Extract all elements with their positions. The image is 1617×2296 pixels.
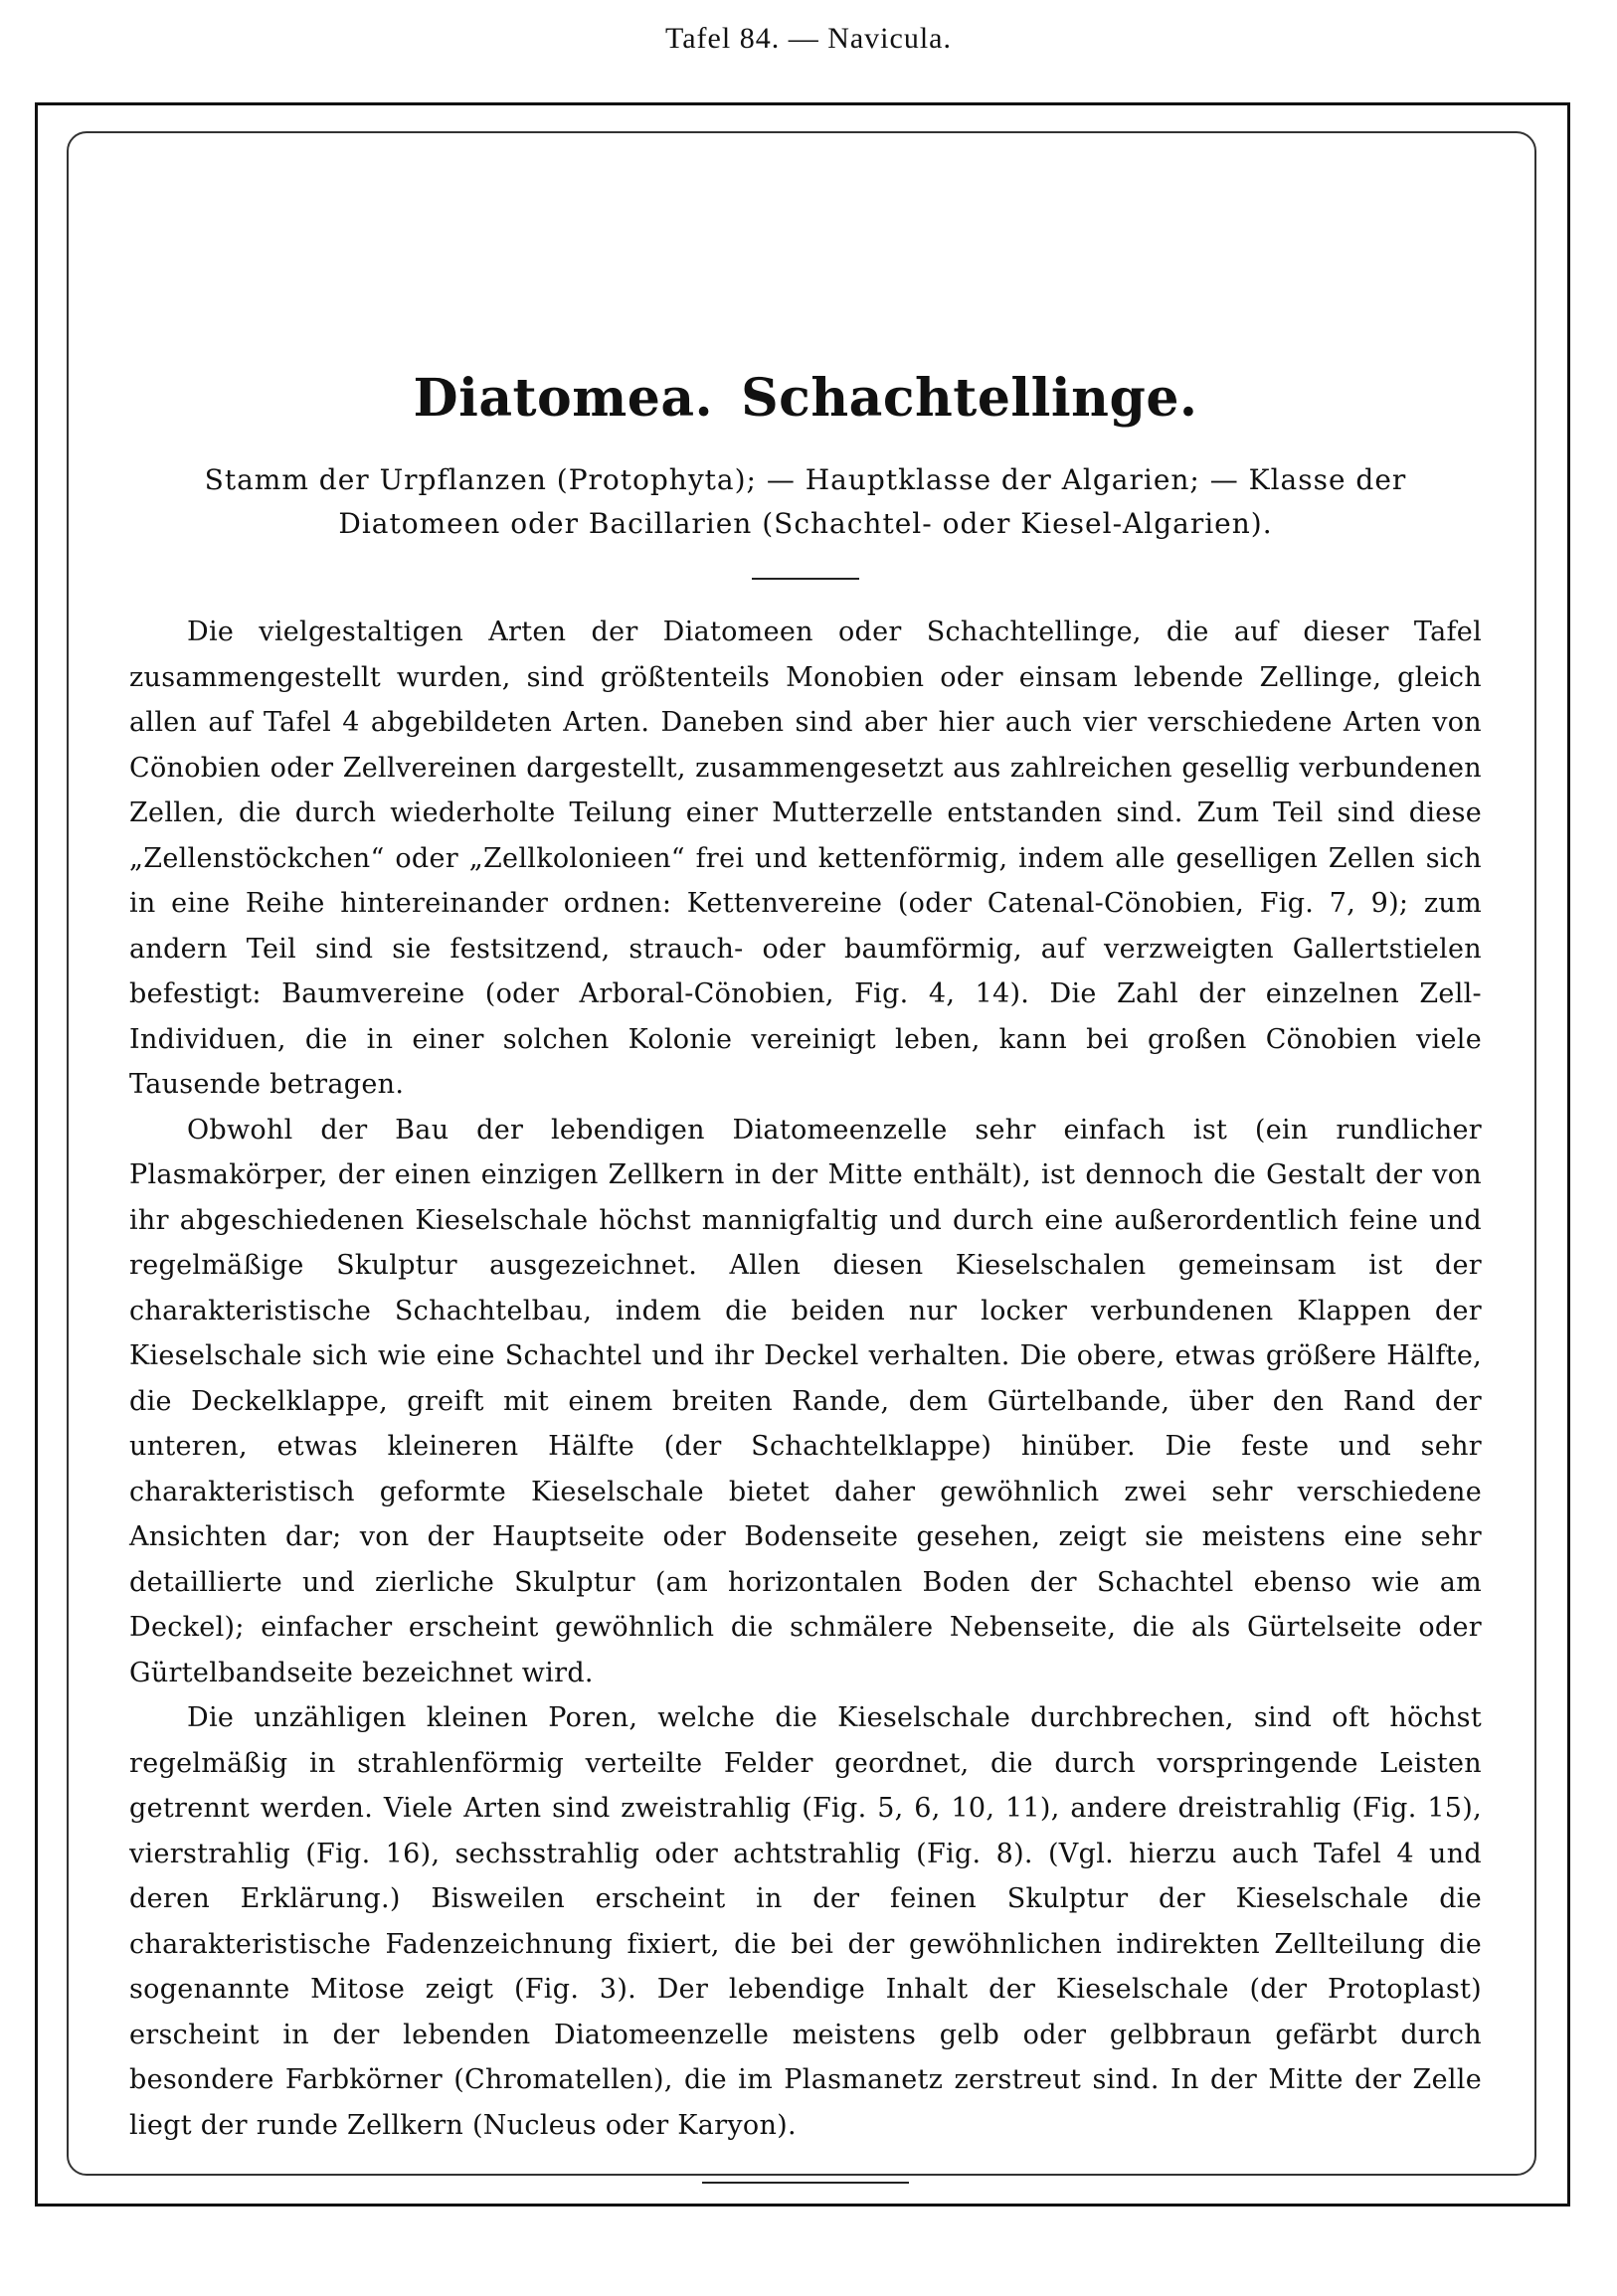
title-latin: Diatomea.: [413, 368, 714, 429]
title-divider: [752, 578, 859, 580]
taxonomy-subtitle: Stamm der Urpflanzen (Protophyta); — Hauptklasse der Algarien; — Klasse der Diatomeen oder Bacillarien (Schachtel- oder Kiesel-Algarien).: [204, 463, 1407, 540]
end-divider: [702, 2182, 909, 2184]
paragraph-1: Die vielgestaltigen Arten der Diatomeen oder Schachtellinge, die auf dieser Tafel zusammengestellt wurden, sind größtenteils Monobien oder einsam lebende Zellinge, gleich allen auf Tafel 4 abgebildeten Arten. Daneben sind aber hier auch vier verschiedene Arten von Cönobien oder Zellvereinen dargestellt, zusammengesetzt aus zahlreichen gesellig verbundenen Zellen, die durch wiederholte Teilung einer Mutterzelle entstanden sind. Zum Teil sind diese „Zellenstöckchen“ oder „Zellkolonieen“ frei und kettenförmig, indem alle geselligen Zellen sich in eine Reihe hintereinander ordnen: Kettenvereine (oder Catenal-Cönobien, Fig. 7, 9); zum andern Teil sind sie festsitzend, strauch- oder baumförmig, auf verzweigten Gallertstielen befestigt: Baumvereine (oder Arboral-Cönobien, Fig. 4, 14). Die Zahl der einzelnen Zell-Individuen, die in einer solchen Kolonie vereinigt leben, kann bei großen Cönobien viele Tausende betragen.: [129, 617, 1482, 1100]
paragraph-2: Obwohl der Bau der lebendigen Diatomeenzelle sehr einfach ist (ein rundlicher Plasmakörper, der einen einzigen Zellkern in der Mitte enthält), ist dennoch die Gestalt der von ihr abgeschiedenen Kieselschale höchst mannigfaltig und durch eine außerordentlich feine und regelmäßige Skulptur ausgezeichnet. Allen diesen Kieselschalen gemeinsam ist der charakteristische Schachtelbau, indem die beiden nur locker verbundenen Klappen der Kieselschale sich wie eine Schachtel und ihr Deckel verhalten. Die obere, etwas größere Hälfte, die Deckelklappe, greift mit einem breiten Rande, dem Gürtelbande, über den Rand der unteren, etwas kleineren Hälfte (der Schachtelklappe) hinüber. Die feste und sehr charakteristisch geformte Kieselschale bietet daher gewöhnlich zwei sehr verschiedene Ansichten dar; von der Hauptseite oder Bodenseite gesehen, zeigt sie meistens eine sehr detaillierte und zierliche Skulptur (am horizontalen Boden der Schachtel ebenso wie am Deckel); einfacher erscheint gewöhnlich die schmälere Nebenseite, die als Gürtelseite oder Gürtelbandseite bezeichnet wird.: [129, 1114, 1482, 1688]
paragraph-3: Die unzähligen kleinen Poren, welche die Kieselschale durchbrechen, sind oft höchst regelmäßig in strahlenförmig verteilte Felder geordnet, die durch vorspringende Leisten getrennt werden. Viele Arten sind zweistrahlig (Fig. 5, 6, 10, 11), andere dreistrahlig (Fig. 15), vierstrahlig (Fig. 16), sechsstrahlig oder achtstrahlig (Fig. 8). (Vgl. hierzu auch Tafel 4 und deren Erklärung.) Bisweilen erscheint in der feinen Skulptur der Kieselschale die charakteristische Fadenzeichnung fixiert, die bei der gewöhnlichen indirekten Zellteilung die sogenannte Mitose zeigt (Fig. 3). Der lebendige Inhalt der Kieselschale (der Protoplast) erscheint in der lebenden Diatomeenzelle meistens gelb oder gelbbraun gefärbt durch besondere Farbkörner (Chromatellen), die im Plasmanetz zerstreut sind. In der Mitte der Zelle liegt der runde Zellkern (Nucleus oder Karyon).: [129, 1702, 1482, 2141]
title-german: Schachtellinge.: [741, 368, 1198, 429]
page-content: [129, 368, 1482, 2184]
page-title: [129, 368, 1482, 429]
page-header: Tafel 84. — Navicula.: [665, 22, 952, 55]
